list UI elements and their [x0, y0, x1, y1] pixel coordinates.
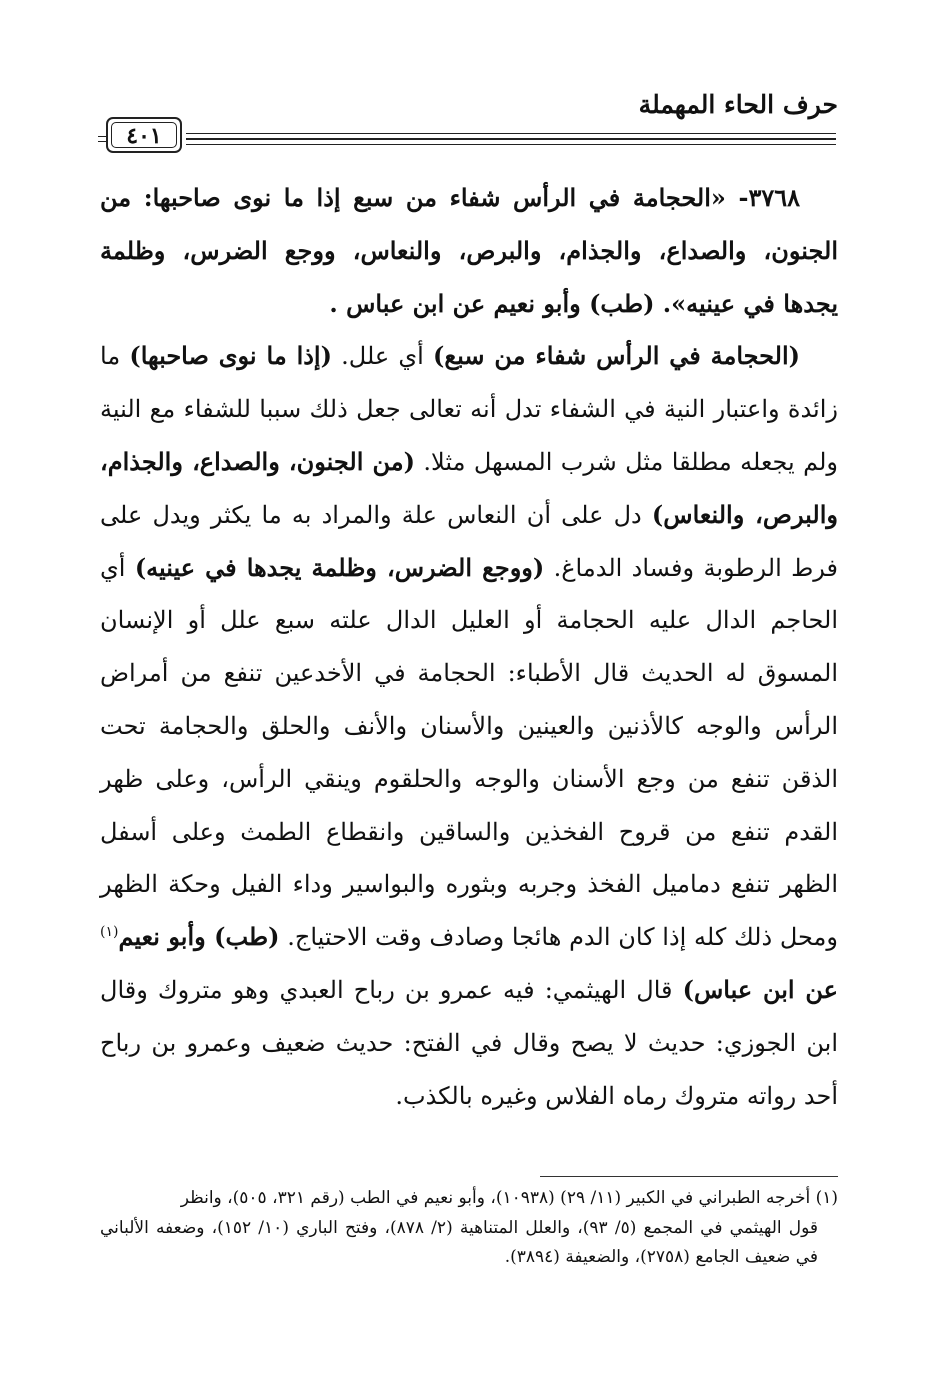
- explanation-segment: أي الحاجم الدال عليه الحجامة أو العليل الدال علته سبع علل أو الإنسان المسوق له الحديث قال الأطباء: الحجامة في الأخدعين تنفع من أمراض الرأس والوجه كالأذنين والعينين والأسنان والأنف والحلق والحجامة تحت الذقن تنفع من وجع الأسنان والوجه والحلقوم وينقي الرأس، وعلى ظهر القدم تنفع من قروح الفخذين والساقين وانقطاع الطمث وعلى أسفل الظهر تنفع دماميل الفخذ وجربه وبثوره والبواسير وداء الفيل وحكة الظهر ومحل ذلك كله إذا كان الدم هائجا وصادف وقت الاحتياج.: [100, 553, 839, 952]
- explanation-segment: دل على أن النعاس علة والمراد به ما يكثر ويدل على فرط الرطوبة وفساد الدماغ.: [100, 500, 838, 582]
- quoted-segment: (طب) وأبو نعيم: [118, 922, 280, 952]
- commentary-text: [100, 330, 838, 1122]
- explanation-segment: قال الهيثمي: فيه عمرو بن رباح العبدي وهو متروك وقال ابن الجوزي: حديث لا يصح وقال في الفتح: حديث ضعيف وعمرو بن رباح أحد رواته متروك رماه الفلاس وغيره بالكذب.: [100, 975, 838, 1110]
- explanation-segment: أي علل.: [331, 342, 434, 371]
- footnote-1-continuation: قول الهيثمي في المجمع (٥/ ٩٣)، والعلل المتناهية (٢/ ٨٧٨)، وفتح الباري (١٠/ ١٥٢)، وضعفه الألباني في ضعيف الجامع (٢٧٥٨)، والضعيفة (٣٨٩٤).: [100, 1217, 819, 1267]
- page-number: ٤٠١: [126, 123, 162, 149]
- footnote-separator: [540, 1176, 838, 1177]
- page-number-frame: [106, 117, 182, 153]
- quoted-segment: عن ابن عباس): [682, 974, 838, 1004]
- footnote-1-first-line: (١) أخرجه الطبراني في الكبير (١١/ ٢٩) (١٠٩٣٨)، وأبو نعيم في الطب (رقم ٣٢١، ٥٠٥)، وانظر: [180, 1188, 838, 1208]
- footnotes: [100, 1184, 838, 1273]
- quoted-segment: (من الجنون، والصداع، والجذام، والبرص، والنعاس): [100, 446, 838, 529]
- running-title: حرف الحاء المهملة: [638, 90, 838, 119]
- main-text: [100, 172, 838, 1122]
- footnote-marker: (١): [100, 924, 119, 941]
- quoted-segment: (الحجامة في الرأس شفاء من سبع): [433, 341, 800, 371]
- quoted-segment: (إذا ما نوى صاحبها): [129, 341, 332, 371]
- explanation-segment: ما زائدة واعتبار النية في الشفاء تدل أنه تعالى جعل ذلك سببا للشفاء مع النية ولم يجعله مطلقا مثل شرب المسهل مثلا.: [100, 342, 838, 476]
- hadith-text: ٣٧٦٨- «الحجامة في الرأس شفاء من سبع إذا ما نوى صاحبها: من الجنون، والصداع، والجذام، والبرص، والنعاس، ووجع الضرس، وظلمة يجدها في عينيه». (طب) وأبو نعيم عن ابن عباس .: [100, 183, 838, 318]
- header-rule: [98, 133, 836, 145]
- quoted-segment: (ووجع الضرس، وظلمة يجدها في عينيه): [134, 552, 545, 582]
